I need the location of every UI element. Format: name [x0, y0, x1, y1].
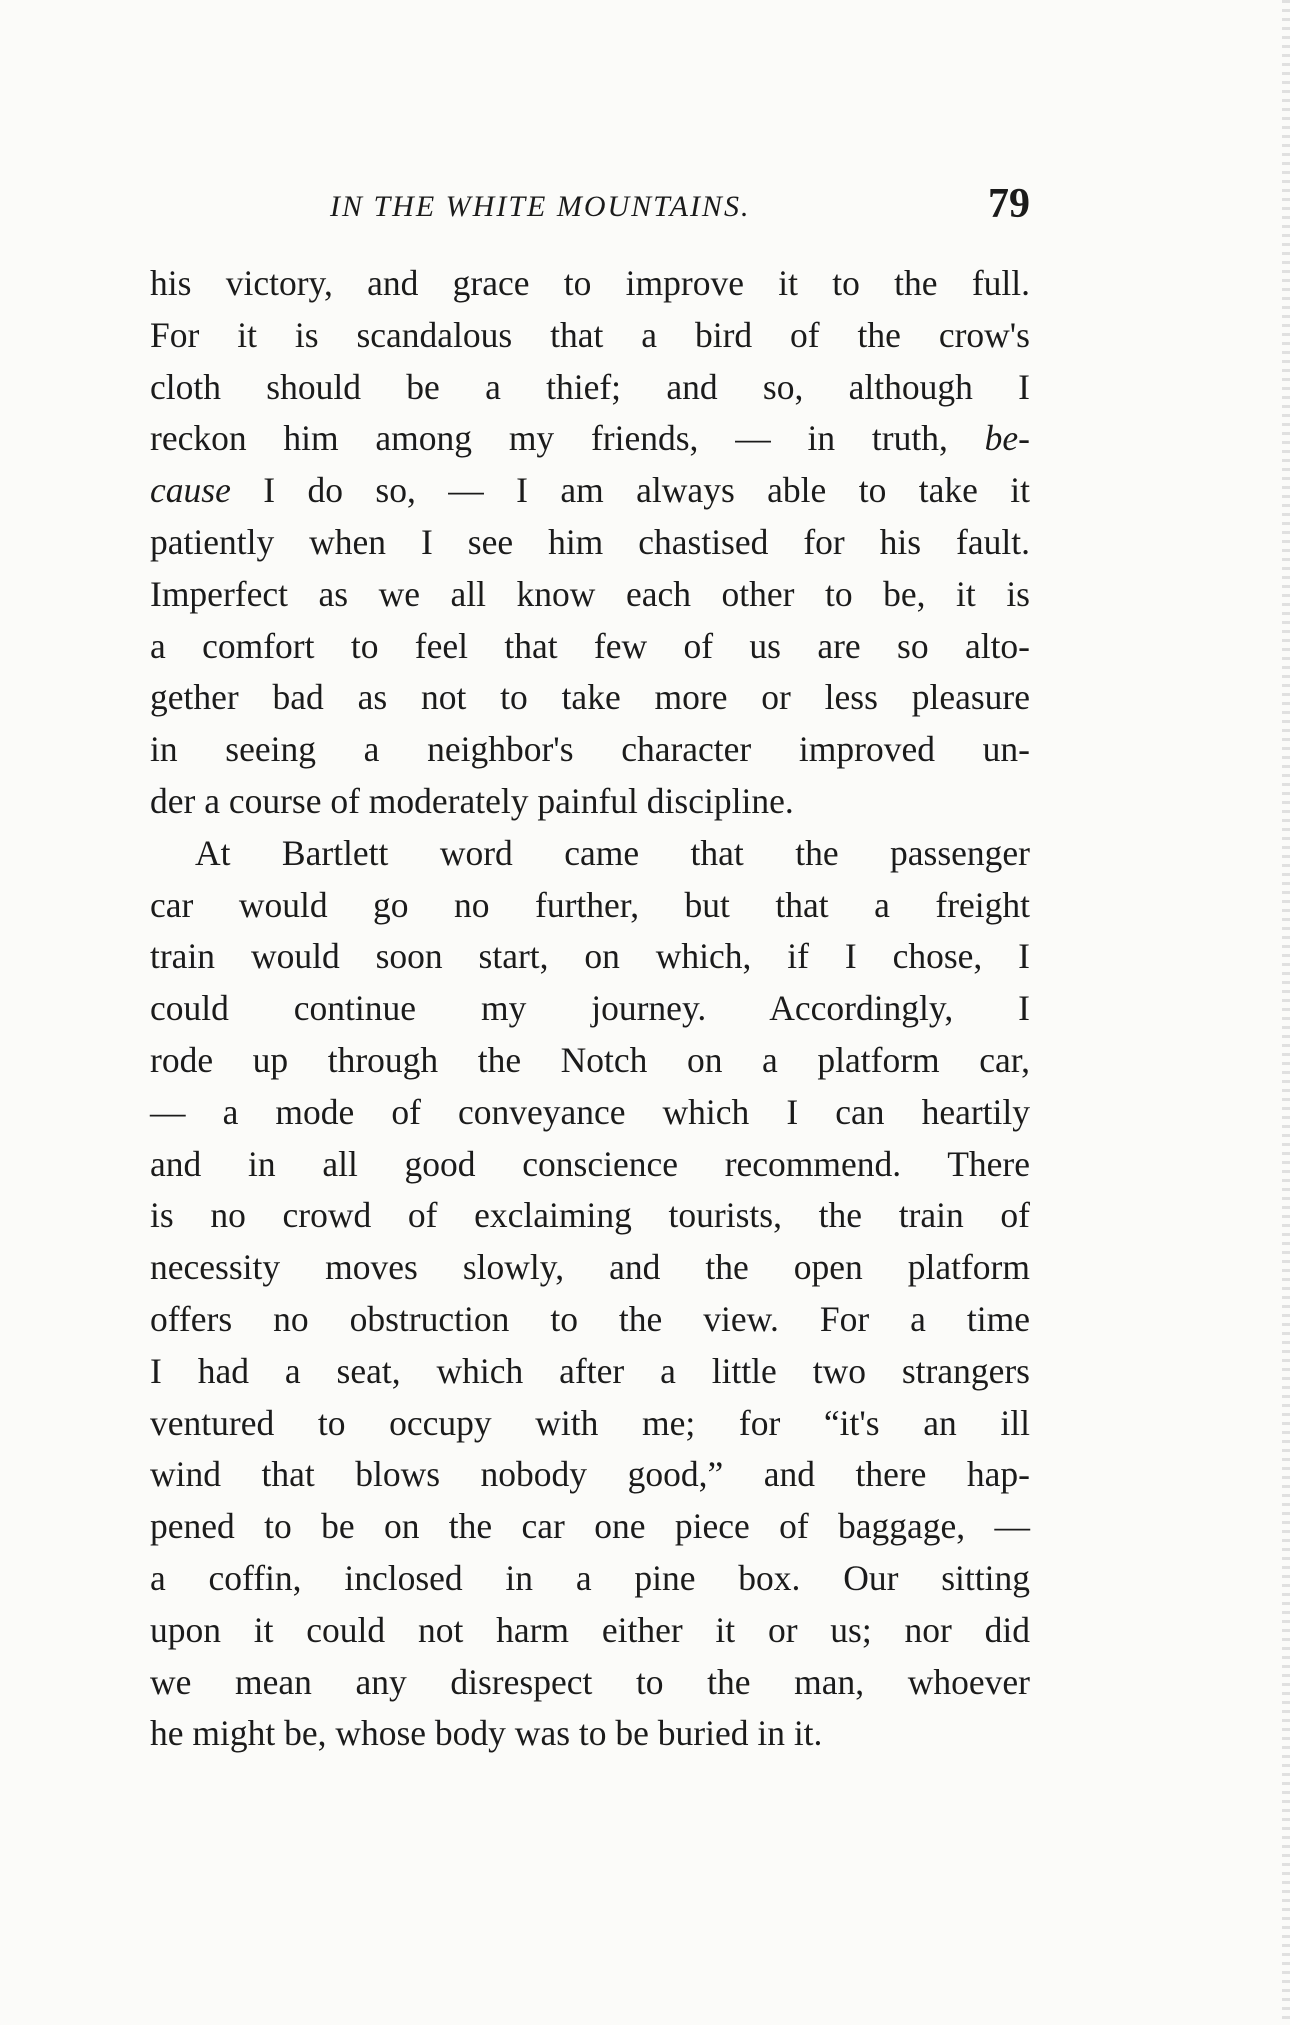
- text-line: necessity moves slowly, and the open platform: [150, 1247, 1030, 1288]
- text-line: and in all good conscience recommend. There: [150, 1143, 1030, 1184]
- text-line: reckon him among my friends, — in truth, be-: [150, 418, 1030, 459]
- text-line: ventured to occupy with me; for “it's an ill: [150, 1402, 1030, 1443]
- text-line: a comfort to feel that few of us are so alto-: [150, 625, 1030, 666]
- text-line: — a mode of conveyance which I can heartily: [150, 1091, 1030, 1132]
- text-line: gether bad as not to take more or less pleasure: [150, 677, 1030, 718]
- text-line: offers no obstruction to the view. For a time: [150, 1298, 1030, 1339]
- text-line: we mean any disrespect to the man, whoever: [150, 1661, 1030, 1702]
- italic-word: be-: [984, 418, 1030, 459]
- text-line: Imperfect as we all know each other to be, it is: [150, 573, 1030, 614]
- body-text: [150, 258, 1030, 1760]
- text-line: cloth should be a thief; and so, although I: [150, 366, 1030, 407]
- text-line: cause I do so, — I am always able to take it: [150, 470, 1030, 511]
- page-number: 79: [988, 181, 1030, 227]
- italic-word: cause: [150, 470, 231, 511]
- text-line: his victory, and grace to improve it to the full.: [150, 263, 1030, 303]
- text-line: wind that blows nobody good,” and there hap-: [150, 1454, 1030, 1495]
- text-line: patiently when I see him chastised for his fault.: [150, 521, 1030, 562]
- page-edge: [1282, 0, 1290, 2025]
- text-line: der a course of moderately painful discipline.: [150, 780, 794, 821]
- paragraph-start-line: At Bartlett word came that the passenger: [195, 832, 1030, 873]
- text-line: train would soon start, on which, if I chose, I: [150, 936, 1030, 977]
- text-line: he might be, whose body was to be buried in it.: [150, 1713, 823, 1754]
- text-line: For it is scandalous that a bird of the crow's: [150, 314, 1030, 355]
- page-header: [150, 180, 1030, 240]
- text-line: car would go no further, but that a freight: [150, 884, 1030, 925]
- text-line: pened to be on the car one piece of baggage, —: [150, 1506, 1030, 1547]
- text-line: could continue my journey. Accordingly, I: [150, 988, 1030, 1029]
- text-line: upon it could not harm either it or us; nor did: [150, 1609, 1030, 1650]
- text-line: rode up through the Notch on a platform car,: [150, 1039, 1030, 1080]
- text-line: is no crowd of exclaiming tourists, the train of: [150, 1195, 1030, 1236]
- text-line: I had a seat, which after a little two strangers: [150, 1350, 1030, 1391]
- text-line: a coffin, inclosed in a pine box. Our sitting: [150, 1557, 1030, 1598]
- running-title: IN THE WHITE MOUNTAINS.: [330, 190, 751, 223]
- text-line: in seeing a neighbor's character improved un-: [150, 729, 1030, 770]
